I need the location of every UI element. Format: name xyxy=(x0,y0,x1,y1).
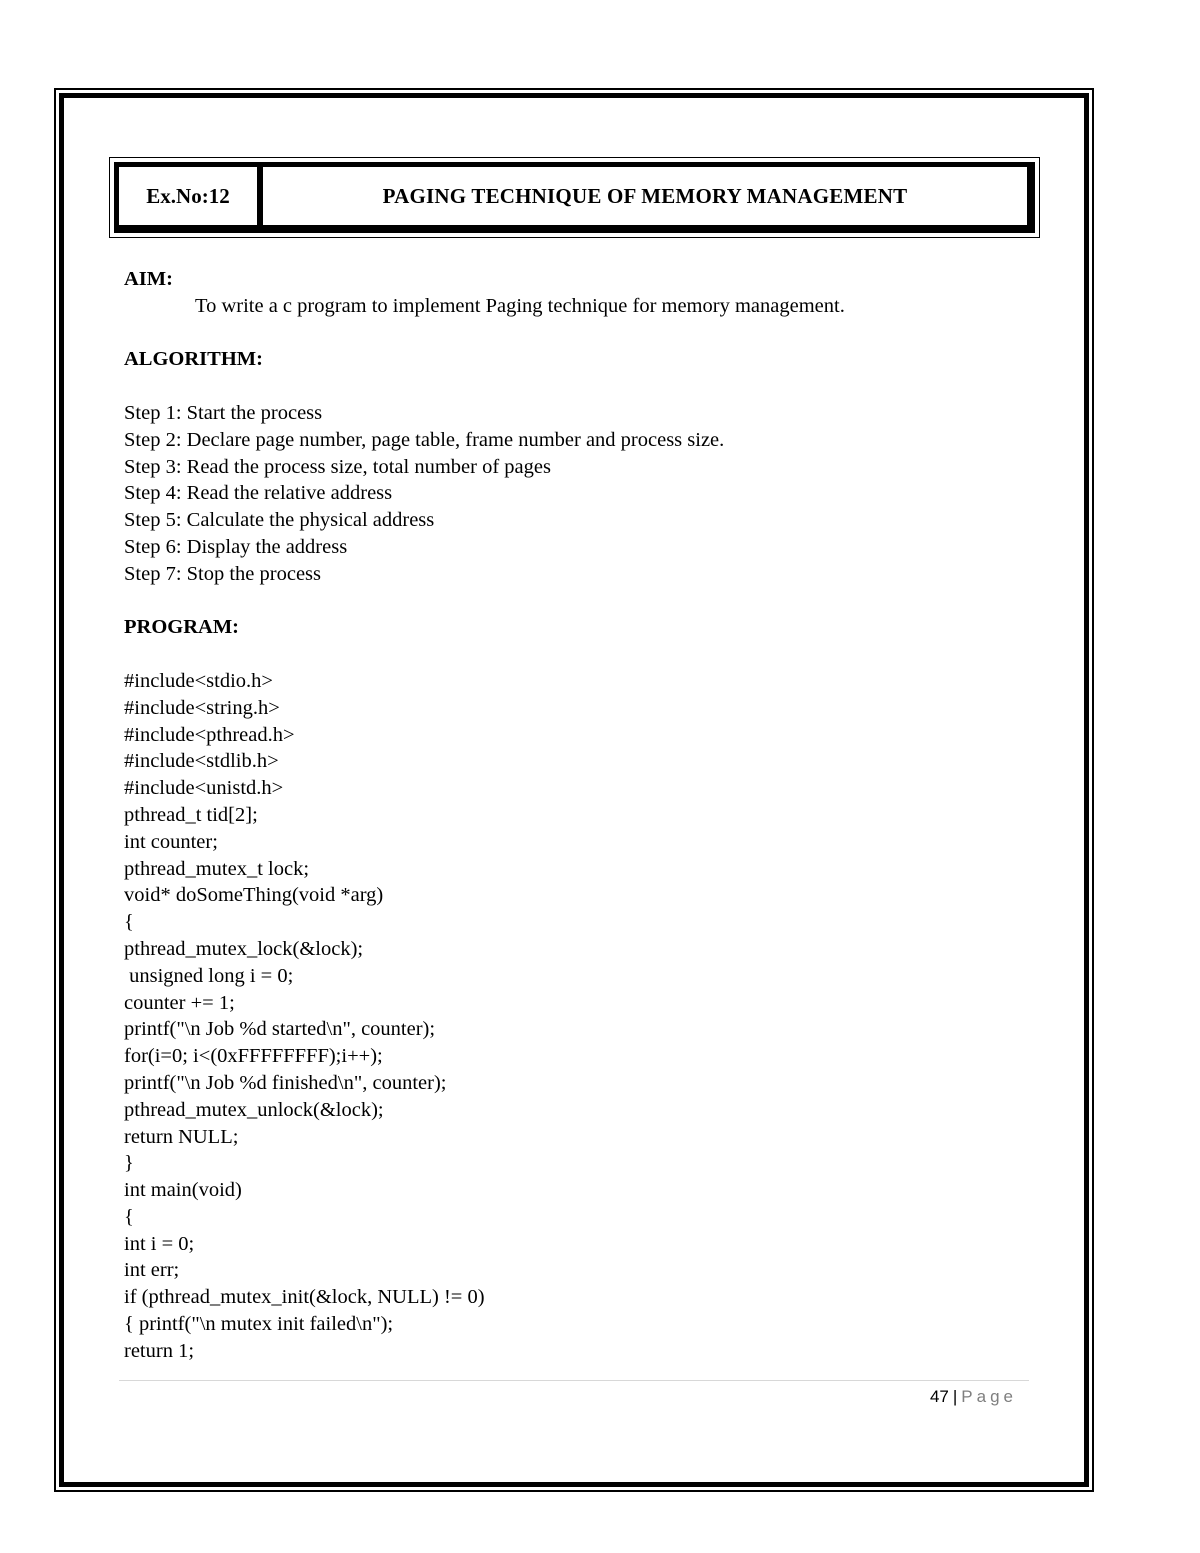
code-line: { xyxy=(124,1205,134,1228)
code-line: counter += 1; xyxy=(124,991,235,1014)
code-line: for(i=0; i<(0xFFFFFFFF);i++); xyxy=(124,1045,383,1068)
code-line: int main(void) xyxy=(124,1179,242,1202)
code-line: void* doSomeThing(void *arg) xyxy=(124,884,384,907)
exercise-title: PAGING TECHNIQUE OF MEMORY MANAGEMENT xyxy=(382,183,908,208)
code-line: pthread_mutex_unlock(&lock); xyxy=(124,1098,384,1121)
exercise-number: Ex.No:12 xyxy=(119,167,263,225)
footer-divider xyxy=(119,1380,1029,1381)
code-line: int counter; xyxy=(124,830,218,853)
code-line: } xyxy=(124,1152,134,1175)
page-number: 47 xyxy=(929,1387,949,1406)
code-line: printf("\n Job %d started\n", counter); xyxy=(124,1018,436,1041)
code-line: return 1; xyxy=(124,1339,195,1362)
algorithm-step: Step 2: Declare page number, page table, frame number and process size. xyxy=(124,428,725,451)
algorithm-heading: ALGORITHM: xyxy=(124,348,263,371)
code-line: pthread_mutex_t lock; xyxy=(124,857,310,880)
code-line: pthread_mutex_lock(&lock); xyxy=(124,937,364,960)
algorithm-step: Step 1: Start the process xyxy=(124,401,323,424)
code-line: #include<unistd.h> xyxy=(124,777,284,800)
code-line: printf("\n Job %d finished\n", counter); xyxy=(124,1071,447,1094)
code-line: #include<pthread.h> xyxy=(124,723,295,746)
code-line: if (pthread_mutex_init(&lock, NULL) != 0) xyxy=(124,1286,485,1309)
aim-heading: AIM: xyxy=(124,268,173,290)
algorithm-step: Step 7: Stop the process xyxy=(124,562,322,585)
algorithm-step: Step 3: Read the process size, total number of pages xyxy=(124,455,551,478)
code-line: return NULL; xyxy=(124,1125,239,1148)
algorithm-step: Step 6: Display the address xyxy=(124,535,348,558)
document-body xyxy=(124,266,1024,1365)
code-line: int err; xyxy=(124,1259,180,1282)
aim-text: To write a c program to implement Paging technique for memory management. xyxy=(195,294,845,317)
algorithm-step: Step 5: Calculate the physical address xyxy=(124,509,435,532)
code-line: { printf("\n mutex init failed\n"); xyxy=(124,1313,394,1336)
program-heading: PROGRAM: xyxy=(124,616,240,639)
code-line: { xyxy=(124,911,134,934)
title-table-inner xyxy=(114,162,1035,233)
code-line: int i = 0; xyxy=(124,1232,195,1255)
title-table xyxy=(109,157,1040,238)
code-line: unsigned long i = 0; xyxy=(124,964,294,987)
algorithm-steps xyxy=(124,400,1024,588)
code-line: #include<string.h> xyxy=(124,696,280,719)
algorithm-step: Step 4: Read the relative address xyxy=(124,482,393,505)
footer-separator: | xyxy=(952,1387,958,1406)
code-line: #include<stdlib.h> xyxy=(124,750,279,773)
code-line: #include<stdio.h> xyxy=(124,669,273,692)
program-code xyxy=(124,668,1024,1365)
page-label: Page xyxy=(961,1387,1017,1406)
code-line: pthread_t tid[2]; xyxy=(124,803,258,826)
page-footer xyxy=(930,1385,1017,1409)
